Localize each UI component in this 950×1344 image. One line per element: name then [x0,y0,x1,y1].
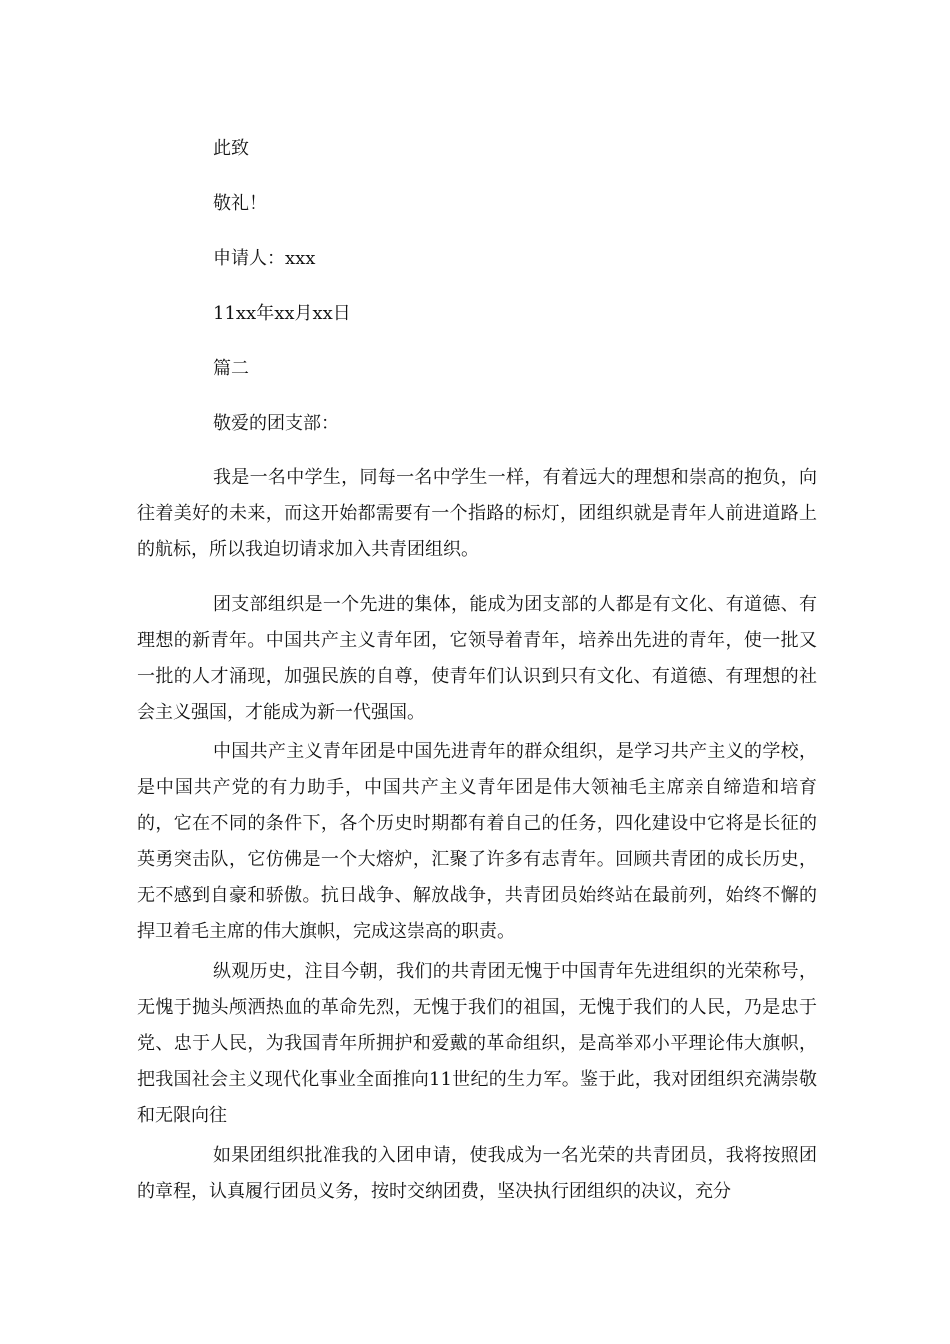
date-line: 11xx年xx月xx日 [213,303,351,324]
body-paragraph-3: 中国共产主义青年团是中国先进青年的群众组织，是学习共产主义的学校，是中国共产党的有力助手，中国共产主义青年团是伟大领袖毛主席亲自缔造和培育的，它在不同的条件下，各个历史时期都有着自己的任务，四化建设中它将是长征的英勇突击队，它仿佛是一个大熔炉，汇聚了许多有志青年。回顾共青团的成长历史，无不感到自豪和骄傲。抗日战争、解放战争，共青团员始终站在最前列，始终不懈的捍卫着毛主席的伟大旗帜，完成这崇高的职责。 [137,741,817,942]
closing-line-1: 此致 [213,138,249,159]
closing-line-2: 敬礼！ [213,193,267,214]
body-paragraph-5: 如果团组织批准我的入团申请，使我成为一名光荣的共青团员，我将按照团的章程，认真履行团员义务，按时交纳团费，坚决执行团组织的决议，充分 [137,1145,817,1202]
body-paragraph-2: 团支部组织是一个先进的集体，能成为团支部的人都是有文化、有道德、有理想的新青年。中国共产主义青年团，它领导着青年，培养出先进的青年，使一批又一批的人才涌现，加强民族的自尊，使青年们认识到只有文化、有道德、有理想的社会主义强国，才能成为新一代强国。 [137,594,817,723]
section-heading: 篇二 [213,358,249,379]
applicant-line: 申请人：xxx [213,248,316,269]
salutation: 敬爱的团支部： [213,413,339,434]
body-paragraph-4: 纵观历史，注目今朝，我们的共青团无愧于中国青年先进组织的光荣称号，无愧于抛头颅洒热血的革命先烈，无愧于我们的祖国，无愧于我们的人民，乃是忠于党、忠于人民，为我国青年所拥护和爱戴的革命组织，是高举邓小平理论伟大旗帜，把我国社会主义现代化事业全面推向11世纪的生力军。鉴于此，我对团组织充满崇敬和无限向往 [137,961,817,1126]
body-paragraph-1: 我是一名中学生，同每一名中学生一样，有着远大的理想和崇高的抱负，向往着美好的未来，而这开始都需要有一个指路的标灯，团组织就是青年人前进道路上的航标，所以我迫切请求加入共青团组织。 [137,467,817,560]
